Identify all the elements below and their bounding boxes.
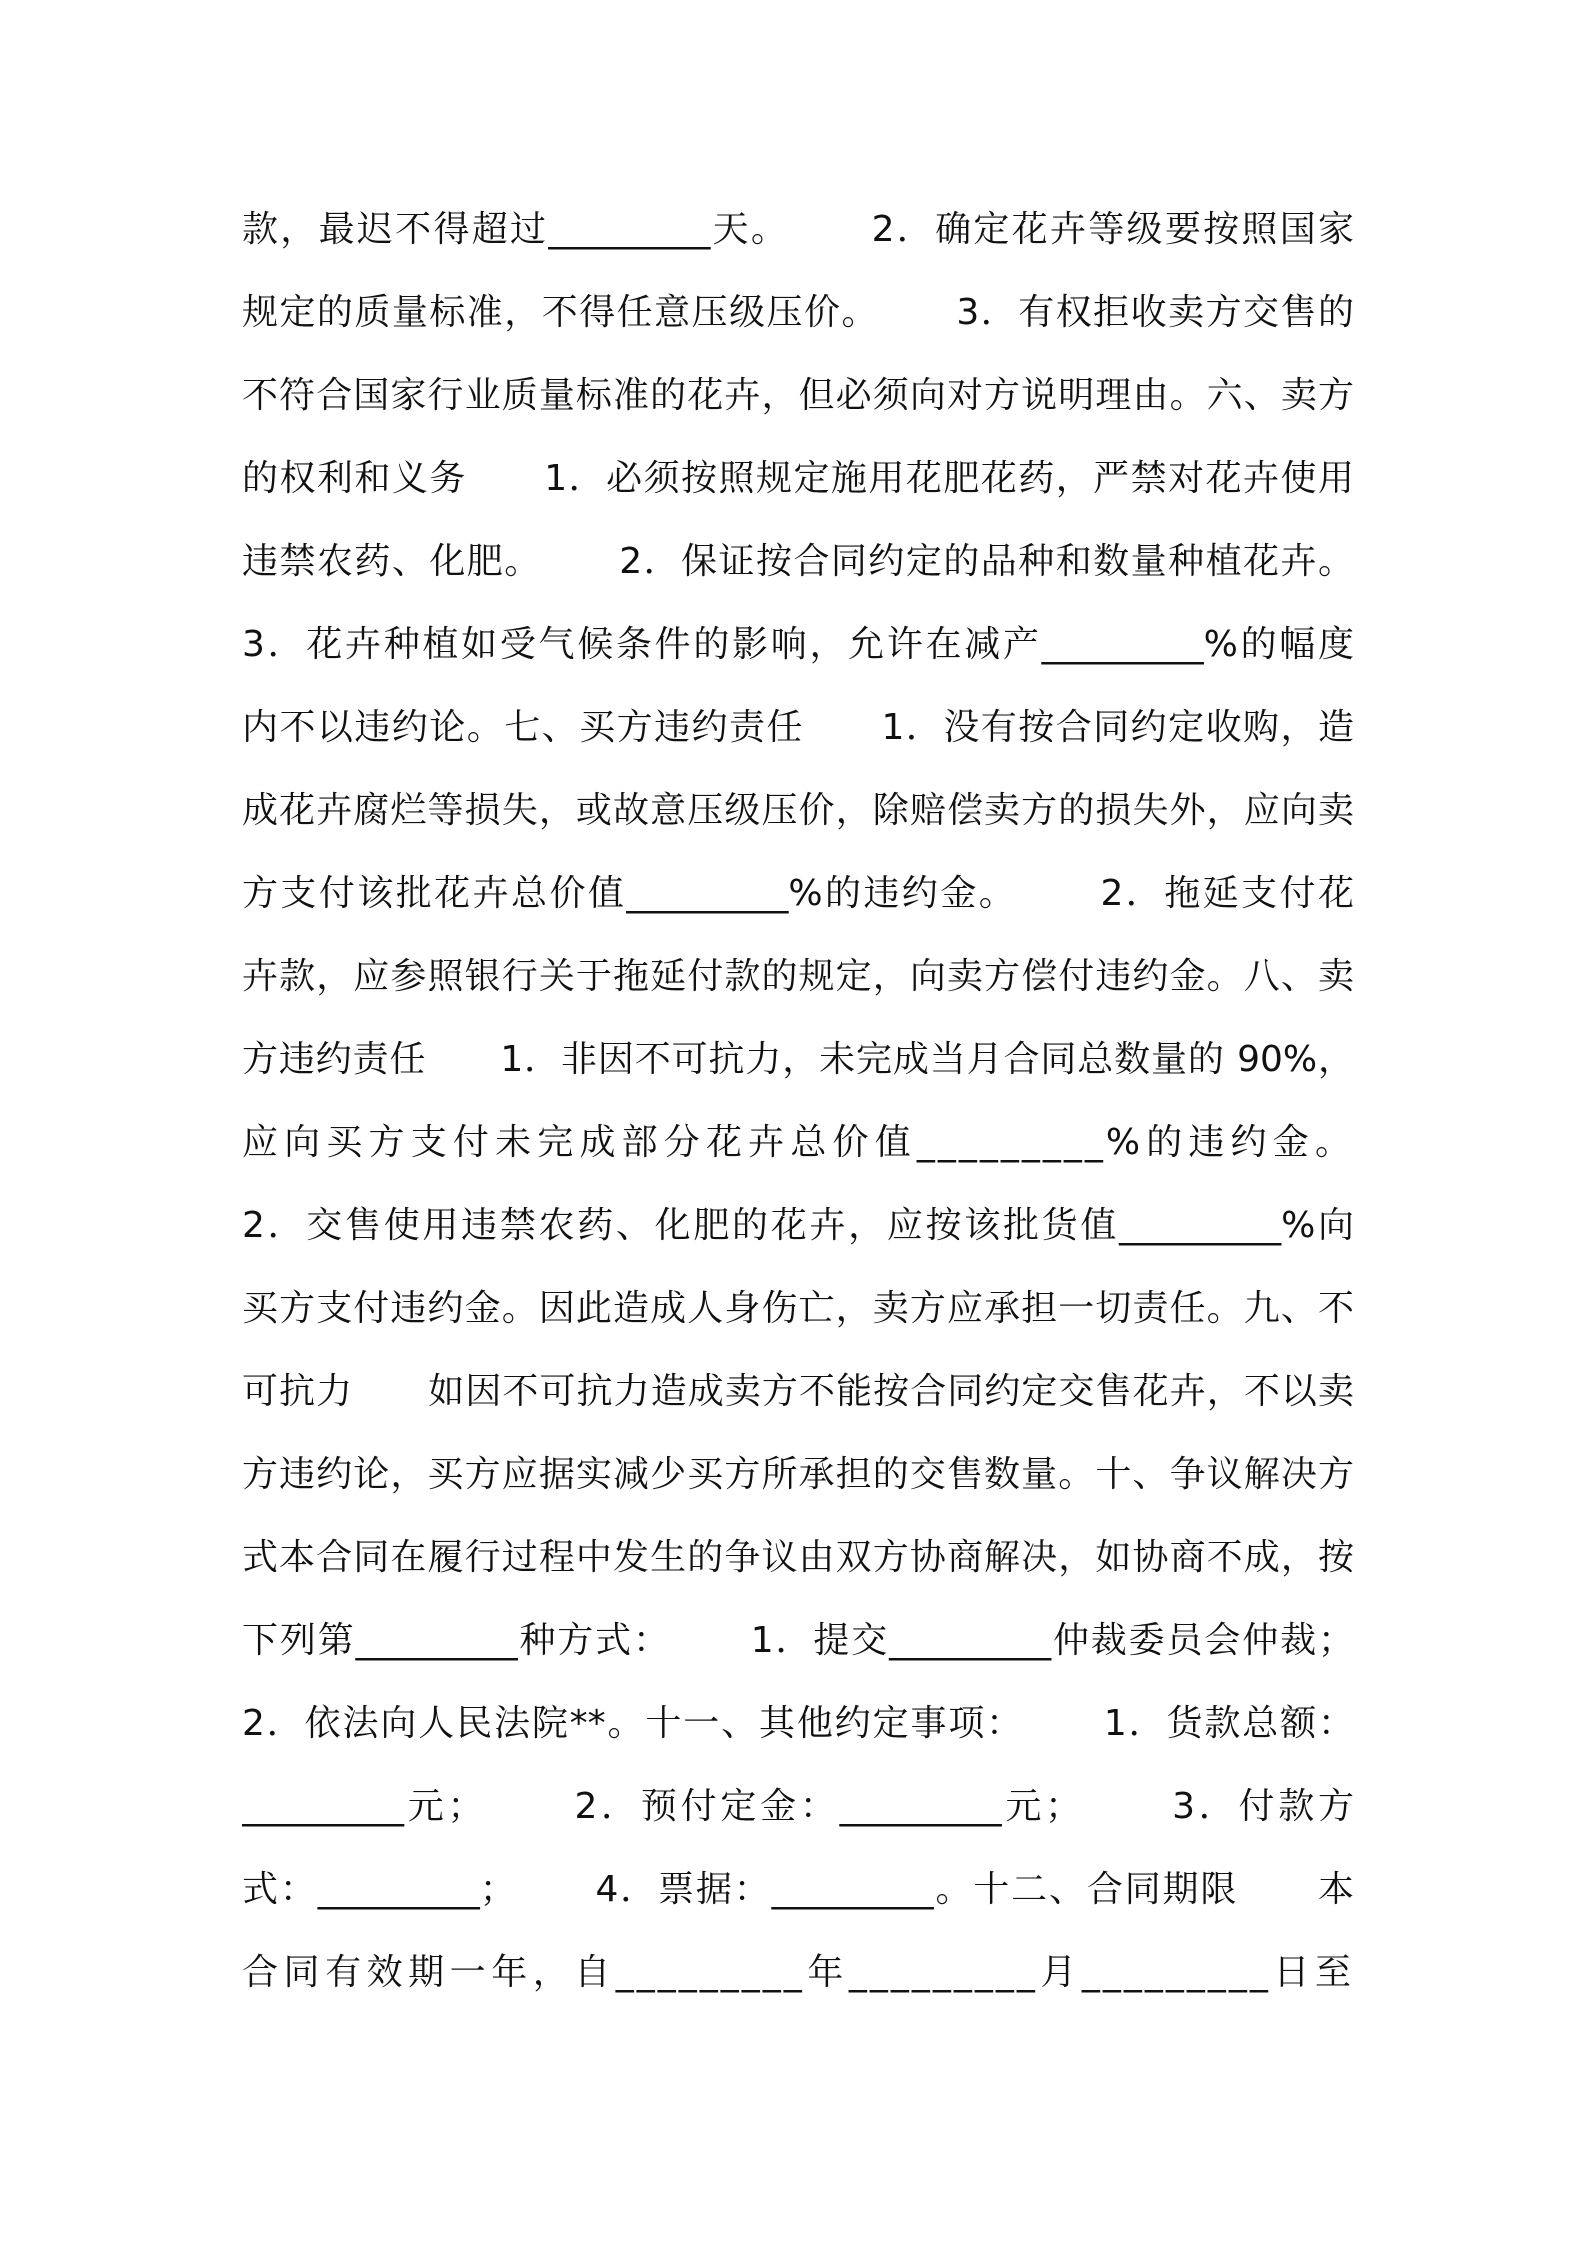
text-line: 方违约责任 1．非因不可抗力，未完成当月合同总数量的 90%， <box>242 1039 1354 1080</box>
text-line: 合同有效期一年，自_________年_________月_________日至 <box>242 1952 1354 1993</box>
text-line: 不符合国家行业质量标准的花卉，但必须向对方说明理由。六、卖方 <box>242 375 1354 416</box>
text-line: 3．花卉种植如受气候条件的影响，允许在减产_________%的幅度 <box>242 624 1354 665</box>
text-line: 方支付该批花卉总价值_________%的违约金。 2．拖延支付花 <box>242 873 1354 914</box>
text-line: 式本合同在履行过程中发生的争议由双方协商解决，如协商不成，按 <box>242 1537 1354 1578</box>
text-line: 下列第_________种方式： 1．提交_________仲裁委员会仲裁； <box>242 1620 1354 1661</box>
text-line: 2．依法向人民法院**。十一、其他约定事项： 1．货款总额： <box>242 1703 1354 1744</box>
text-line: 可抗力 如因不可抗力造成卖方不能按合同约定交售花卉，不以卖 <box>242 1371 1354 1412</box>
text-line: _________元； 2．预付定金：_________元； 3．付款方 <box>242 1786 1354 1827</box>
text-line: 卉款，应参照银行关于拖延付款的规定，向卖方偿付违约金。八、卖 <box>242 956 1354 997</box>
text-line: 式：_________； 4．票据：_________。十二、合同期限 本 <box>242 1869 1354 1910</box>
text-line: 违禁农药、化肥。 2．保证按合同约定的品种和数量种植花卉。 <box>242 541 1354 582</box>
text-line: 应向买方支付未完成部分花卉总价值_________%的违约金。 <box>242 1122 1354 1163</box>
text-line: 规定的质量标准，不得任意压级压价。 3．有权拒收卖方交售的 <box>242 292 1354 333</box>
contract-text <box>242 188 1354 2014</box>
text-line: 的权利和义务 1．必须按照规定施用花肥花药，严禁对花卉使用 <box>242 458 1354 499</box>
text-line: 2．交售使用违禁农药、化肥的花卉，应按该批货值_________%向 <box>242 1205 1354 1246</box>
text-line: 方违约论，买方应据实减少买方所承担的交售数量。十、争议解决方 <box>242 1454 1354 1495</box>
text-line: 成花卉腐烂等损失，或故意压级压价，除赔偿卖方的损失外，应向卖 <box>242 790 1354 831</box>
text-line: 款，最迟不得超过_________天。 2．确定花卉等级要按照国家 <box>242 209 1354 250</box>
text-line: 内不以违约论。七、买方违约责任 1．没有按合同约定收购，造 <box>242 707 1354 748</box>
text-line: 买方支付违约金。因此造成人身伤亡，卖方应承担一切责任。九、不 <box>242 1288 1354 1329</box>
